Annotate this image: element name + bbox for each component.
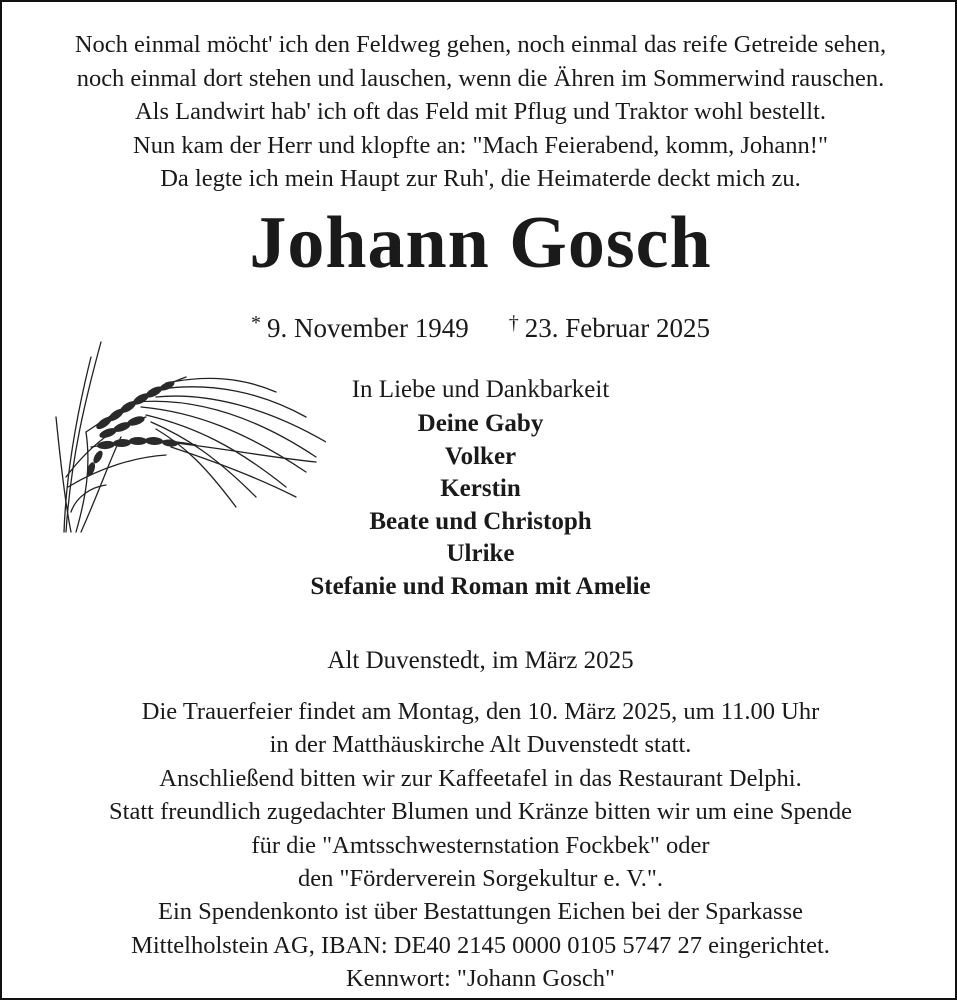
place-date: Alt Duvenstedt, im März 2025 xyxy=(327,647,634,674)
details-line: Anschließend bitten wir zur Kaffeetafel in das Restaurant Delphi. xyxy=(159,764,802,792)
mourners-intro: In Liebe und Dankbarkeit xyxy=(351,376,610,403)
death-date: 23. Februar 2025 xyxy=(524,313,710,343)
details-line: Mittelholstein AG, IBAN: DE40 2145 0000 0105 5747 27 eingerichtet. xyxy=(131,931,830,959)
details-line: in der Matthäuskirche Alt Duvenstedt statt. xyxy=(269,731,692,759)
poem-line: noch einmal dort stehen und lauschen, wenn die Ähren im Sommerwind rauschen. xyxy=(76,64,885,92)
mourner-name: Volker xyxy=(444,442,517,470)
details-line: Die Trauerfeier findet am Montag, den 10. März 2025, um 11.00 Uhr xyxy=(141,698,820,725)
poem-line: Als Landwirt hab' ich oft das Feld mit Pflug und Traktor wohl bestellt. xyxy=(134,98,827,125)
mourner-name: Stefanie und Roman mit Amelie xyxy=(310,572,651,600)
mourner-name: Kerstin xyxy=(440,475,521,503)
details-line: Statt freundlich zugedachter Blumen und Kränze bitten wir um eine Spende xyxy=(109,798,852,826)
death-symbol: † xyxy=(508,312,519,334)
details-line: für die "Amtsschwesternstation Fockbek" oder xyxy=(251,831,710,859)
poem-line: Noch einmal möcht' ich den Feldweg gehen, noch einmal das reife Getreide sehen, xyxy=(74,31,887,58)
birth-date: 9. November 1949 xyxy=(267,313,469,343)
poem-line: Nun kam der Herr und klopfte an: "Mach Feierabend, komm, Johann!" xyxy=(133,131,828,159)
funeral-details xyxy=(2,695,957,996)
mourner-name: Beate und Christoph xyxy=(369,507,592,535)
poem-line: Da legte ich mein Haupt zur Ruh', die Heimaterde deckt mich zu. xyxy=(160,165,801,192)
details-line: Kennwort: "Johann Gosch" xyxy=(345,965,616,993)
deceased-name: Johann Gosch xyxy=(249,202,712,284)
details-line: Ein Spendenkonto ist über Bestattungen Eichen bei der Sparkasse xyxy=(157,898,803,926)
mourner-name: Deine Gaby xyxy=(417,410,544,437)
birth-symbol: * xyxy=(251,312,262,334)
mourners xyxy=(2,372,957,604)
poem xyxy=(2,28,957,196)
mourner-name: Ulrike xyxy=(446,540,515,568)
details-line: den "Förderverein Sorgekultur e. V.". xyxy=(298,865,663,893)
